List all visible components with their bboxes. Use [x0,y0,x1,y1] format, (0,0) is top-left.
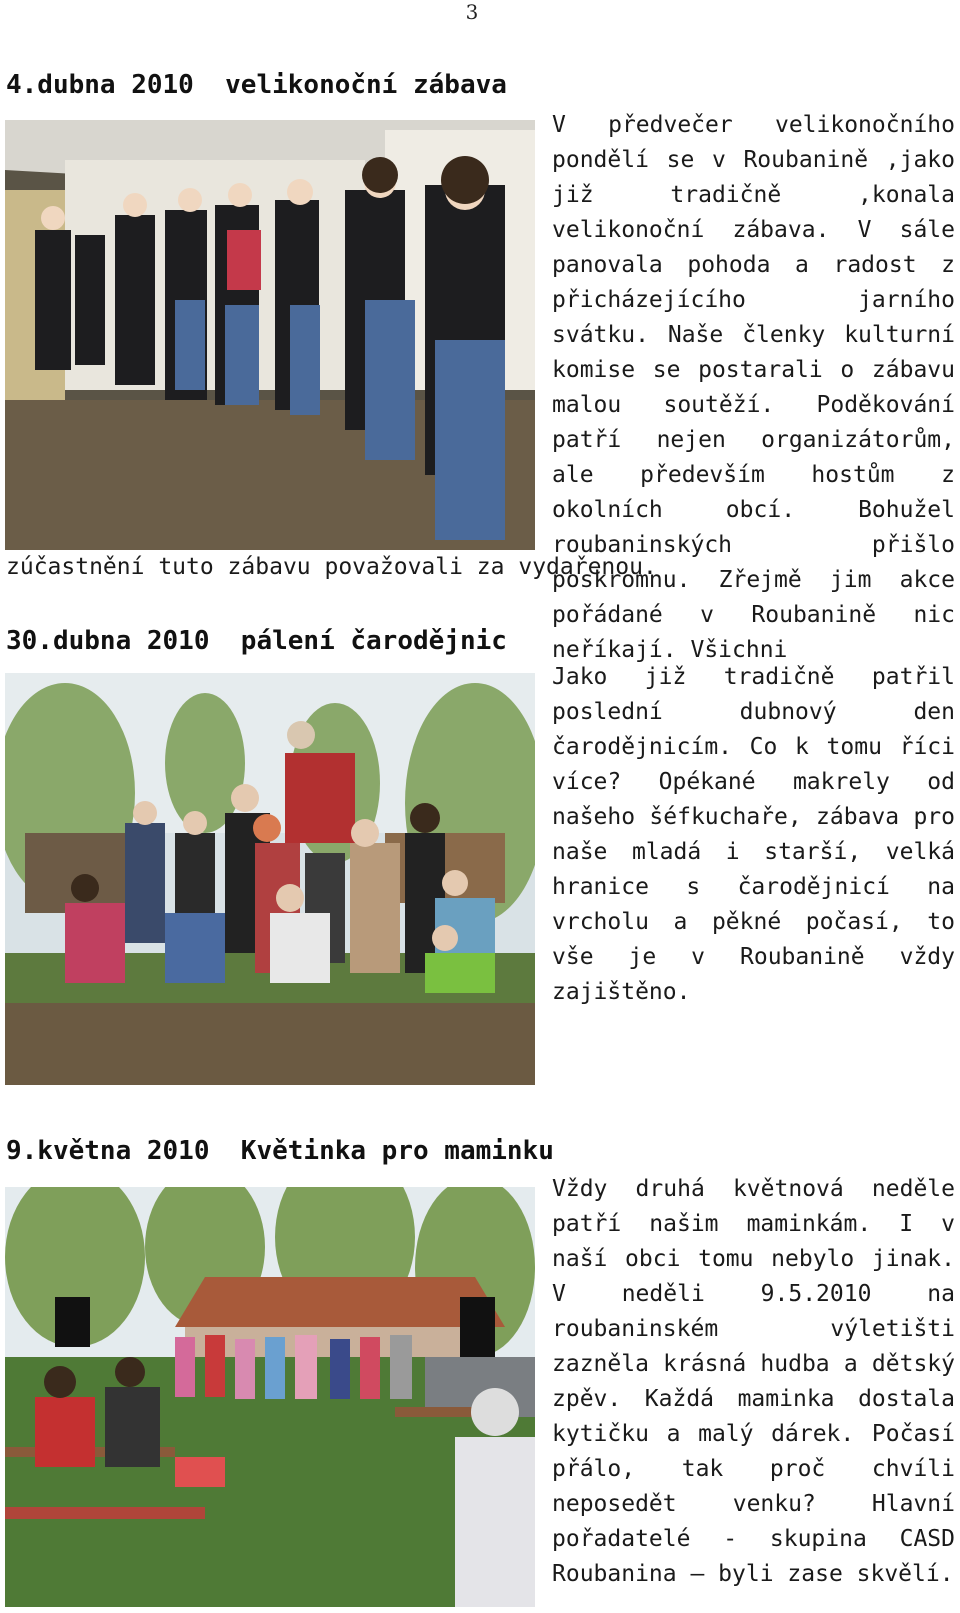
section-text-witches-burning: Jako již tradičně patřil poslední dubnový den čarodějnicím. Co k tomu říci více? Opékané makrely od našeho šéfkuchaře, zábava pro naše mladá i starší, velká hranice s čarodějnicí na vrcholu a pěkné počasí, to vše je v Roubanině vždy zajištěno. [552,664,955,1005]
photo-easter-dance [5,120,535,550]
section-heading-flower-for-mom: 9.května 2010 Květinka pro maminku [6,1136,554,1166]
witches-group-photo-icon [5,673,535,1085]
mothers-day-photo-icon [5,1187,535,1607]
section-heading-easter-party: 4.dubna 2010 velikonoční zábava [6,70,507,100]
section-heading-witches-burning: 30.dubna 2010 pálení čarodějnic [6,626,507,656]
section-text-easter-party: V předvečer velikonočního pondělí se v Roubanině ,jako již tradičně ,konala velikonoční zábava. V sále panovala pohoda a radost z přicházejícího jarního svátku. Naše členky kulturní komise se postarali o zábavu malou soutěží. Poděkování patří nejen organizátorům, ale především hostům z okolních obcí. Bohužel roubaninských přišlo poskromnu. Zřejmě jim akce pořádané v Roubanině nic neříkají. Všichni [552,112,955,663]
photo-mothers-day [5,1187,535,1607]
section-text-easter-party-continuation: zúčastnění tuto zábavu považovali za vydařenou. [6,554,657,580]
section-text-flower-for-mom: Vždy druhá květnová neděle patří našim maminkám. I v naší obci tomu nebylo jinak. V neděli 9.5.2010 na roubaninském výletišti zazněla krásná hudba a dětský zpěv. Každá maminka dostala kytičku a malý dárek. Počasí přálo, tak proč chvíli neposedět venku? Hlavní pořadatelé - skupina CASD Roubanina – byli zase skvělí. [552,1176,955,1587]
photo-witches-burning [5,673,535,1085]
page-number: 3 [465,0,479,24]
dance-photo-icon [5,120,535,550]
